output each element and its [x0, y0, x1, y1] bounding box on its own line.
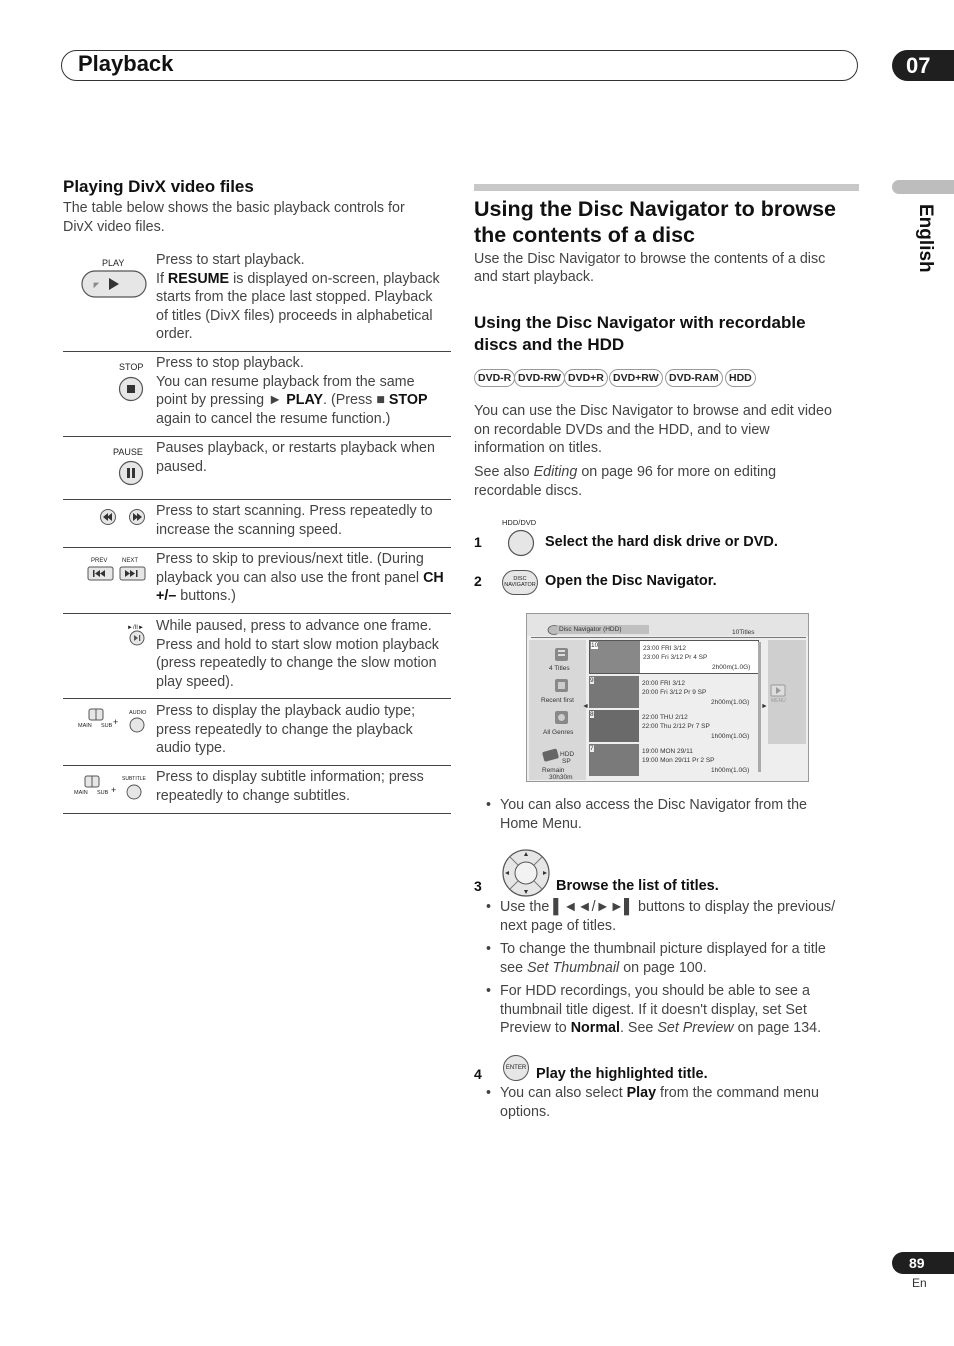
step-3-number: 3	[474, 878, 482, 894]
list-item[interactable]: 8 22:00 THU 2/12 22:00 Thu 2/12 Pr 7 SP 1h00m(1.0G)	[590, 711, 750, 740]
svg-text:+: +	[113, 717, 119, 727]
bullet-marker: •	[486, 1085, 492, 1101]
step-3-text: Browse the list of titles.	[556, 878, 719, 894]
recordable-subheading: Using the Disc Navigator with recordable discs and the HDD	[474, 313, 806, 354]
next-label: NEXT	[122, 558, 139, 564]
stop-label: STOP	[119, 362, 144, 372]
hdd-dvd-button-icon	[507, 529, 535, 557]
titles-icon	[554, 647, 569, 662]
svg-text:SUB: SUB	[97, 790, 109, 796]
side-tab-bar	[892, 180, 954, 194]
nav-paragraph-2: See also Editing on page 96 for more on editing recordable discs.	[474, 464, 777, 499]
table-divider	[63, 765, 451, 766]
screen-right-arrow: ►	[761, 703, 768, 710]
svg-text:+: +	[111, 785, 117, 795]
step-4-text: Play the highlighted title.	[536, 1066, 708, 1082]
play-label: PLAY	[102, 258, 125, 268]
screen-side-remain: Remain	[542, 767, 565, 774]
screen-title-count: 10Titles	[732, 629, 755, 636]
step-slow-buttons-icon	[126, 621, 148, 647]
screen-side-genre: All Genres	[543, 729, 574, 736]
pause-label: PAUSE	[113, 447, 143, 457]
screen-title: Disc Navigator (HDD)	[559, 626, 622, 633]
screen-side-sort: Recent first	[541, 697, 574, 704]
page-language-code: En	[912, 1276, 927, 1290]
skip-buttons-icon	[87, 566, 147, 582]
play-button-icon	[81, 270, 147, 298]
divx-heading: Playing DivX video files	[63, 177, 254, 196]
enter-button-icon: ENTER	[503, 1055, 529, 1081]
chapter-badge: 07	[892, 50, 954, 81]
hdd-icon	[541, 748, 561, 762]
svg-text:MAIN: MAIN	[78, 723, 92, 729]
disc-badge-dvd-r: DVD-R	[474, 369, 515, 387]
bullet-marker: •	[486, 941, 492, 957]
svg-text:SUB: SUB	[101, 723, 113, 729]
svg-text:►/II►: ►/II►	[127, 625, 144, 631]
disc-badge-dvd-plus-r: DVD+R	[564, 369, 608, 387]
step-4-number: 4	[474, 1066, 482, 1082]
page-section-title: Playback	[78, 51, 174, 76]
list-item[interactable]: 9 20:00 FRI 3/12 20:00 Fri 3/12 Pr 9 SP 2h00m(1.0G)	[590, 677, 750, 706]
stop-button-icon	[118, 376, 144, 402]
screen-side-hdd: HDD	[560, 751, 575, 758]
bullet-thumbnail: To change the thumbnail picture displayed for a title see Set Thumbnail on page 100.	[500, 941, 826, 976]
bullet-marker: •	[486, 983, 492, 999]
divx-intro-line2: DivX video files.	[63, 219, 165, 235]
sort-icon	[554, 678, 569, 693]
bullet-play-command: You can also select Play from the command menu options.	[500, 1085, 819, 1120]
bullet-home-menu: You can also access the Disc Navigator from the Home Menu.	[500, 797, 808, 832]
step-1-number: 1	[474, 534, 482, 550]
table-divider	[63, 813, 451, 814]
disc-badge-dvd-rw: DVD-RW	[514, 369, 565, 387]
nav-paragraph-1: You can use the Disc Navigator to browse and edit video on recordable DVDs and the HDD, and to view information on titles.	[474, 403, 832, 457]
disc-badge-dvd-plus-rw: DVD+RW	[609, 369, 663, 387]
screen-left-arrow: ◄	[582, 703, 589, 710]
scan-buttons-icon	[99, 508, 149, 526]
prev-label: PREV	[91, 558, 108, 564]
disc-navigator-button-icon: DISC NAVIGATOR	[502, 570, 538, 595]
bullet-page-buttons: Use the ▌◄◄/►►▌ buttons to display the previous/ next page of titles.	[500, 899, 836, 934]
svg-text:AUDIO: AUDIO	[129, 710, 147, 716]
bullet-preview: For HDD recordings, you should be able to see a thumbnail title digest. If it doesn't display, set Set Preview to Normal. See Set Preview on page 134.	[500, 983, 822, 1037]
step-2-number: 2	[474, 573, 482, 589]
svg-text:MAIN: MAIN	[74, 790, 88, 796]
direction-pad-icon	[500, 848, 552, 898]
subtitle-button-icon	[72, 772, 148, 802]
stop-description: Press to stop playback. You can resume playback from the same point by pressing ► PLAY. (Press ■ STOP again to cancel the resume function.)	[156, 355, 428, 427]
table-divider	[63, 547, 451, 548]
pause-description: Pauses playback, or restarts playback when paused.	[156, 440, 435, 475]
genre-icon	[554, 710, 569, 725]
divx-intro-line1: The table below shows the basic playback controls for	[63, 200, 405, 216]
screen-side-titles: 4 Titles	[549, 665, 570, 672]
bullet-marker: •	[486, 899, 492, 915]
skip-description: Press to skip to previous/next title. (During playback you can also use the front panel CH +/– buttons.)	[156, 551, 444, 605]
nav-intro-line2: and start playback.	[474, 269, 595, 285]
table-divider	[63, 698, 451, 699]
subtitle-description: Press to display subtitle information; press repeatedly to change subtitles.	[156, 769, 424, 804]
language-tab: English	[915, 204, 936, 273]
disc-badge-dvd-ram: DVD-RAM	[665, 369, 723, 387]
menu-icon	[770, 684, 786, 697]
table-divider	[63, 351, 451, 352]
disc-navigator-title: Using the Disc Navigator to browse the contents of a disc	[474, 197, 836, 247]
page-number: 89	[892, 1252, 954, 1274]
disc-badge-hdd: HDD	[725, 369, 756, 387]
step-description: While paused, press to advance one frame. Press and hold to start slow motion playback (press repeatedly to change the slow motion play speed).	[156, 618, 439, 690]
svg-text:SUBTITLE: SUBTITLE	[122, 776, 146, 782]
pause-button-icon	[118, 460, 144, 486]
header-frame	[61, 50, 858, 81]
step-1-text: Select the hard disk drive or DVD.	[545, 534, 778, 550]
screen-side-sp: SP	[562, 758, 571, 765]
nav-intro-line1: Use the Disc Navigator to browse the contents of a disc	[474, 251, 826, 267]
audio-description: Press to display the playback audio type; press repeatedly to change the playback audio type.	[156, 703, 416, 757]
list-item[interactable]: 10 23:00 FRI 3/12 23:00 Fri 3/12 Pr 4 SP 2h00m(1.0G)	[589, 640, 759, 674]
hdd-dvd-label: HDD/DVD	[502, 518, 537, 527]
screen-menu-label: MENU	[771, 698, 786, 704]
screen-side-remain-time: 30h30m	[549, 774, 573, 781]
table-divider	[63, 499, 451, 500]
audio-button-icon	[76, 706, 148, 734]
section-bar	[474, 184, 859, 191]
screen-title-list	[589, 640, 764, 780]
table-divider	[63, 436, 451, 437]
scan-description: Press to start scanning. Press repeatedly to increase the scanning speed.	[156, 503, 433, 538]
step-2-text: Open the Disc Navigator.	[545, 573, 717, 589]
disc-navigator-screen	[526, 613, 809, 782]
play-description: Press to start playback. If RESUME is displayed on-screen, playback starts from the place last stopped. Playback of titles (DivX files) proceeds in alphabetical order.	[156, 252, 440, 343]
list-item[interactable]: 7 19:00 MON 29/11 19:00 Mon 29/11 Pr 2 SP 1h00m(1.0G)	[590, 745, 750, 774]
bullet-marker: •	[486, 797, 492, 813]
table-divider	[63, 613, 451, 614]
